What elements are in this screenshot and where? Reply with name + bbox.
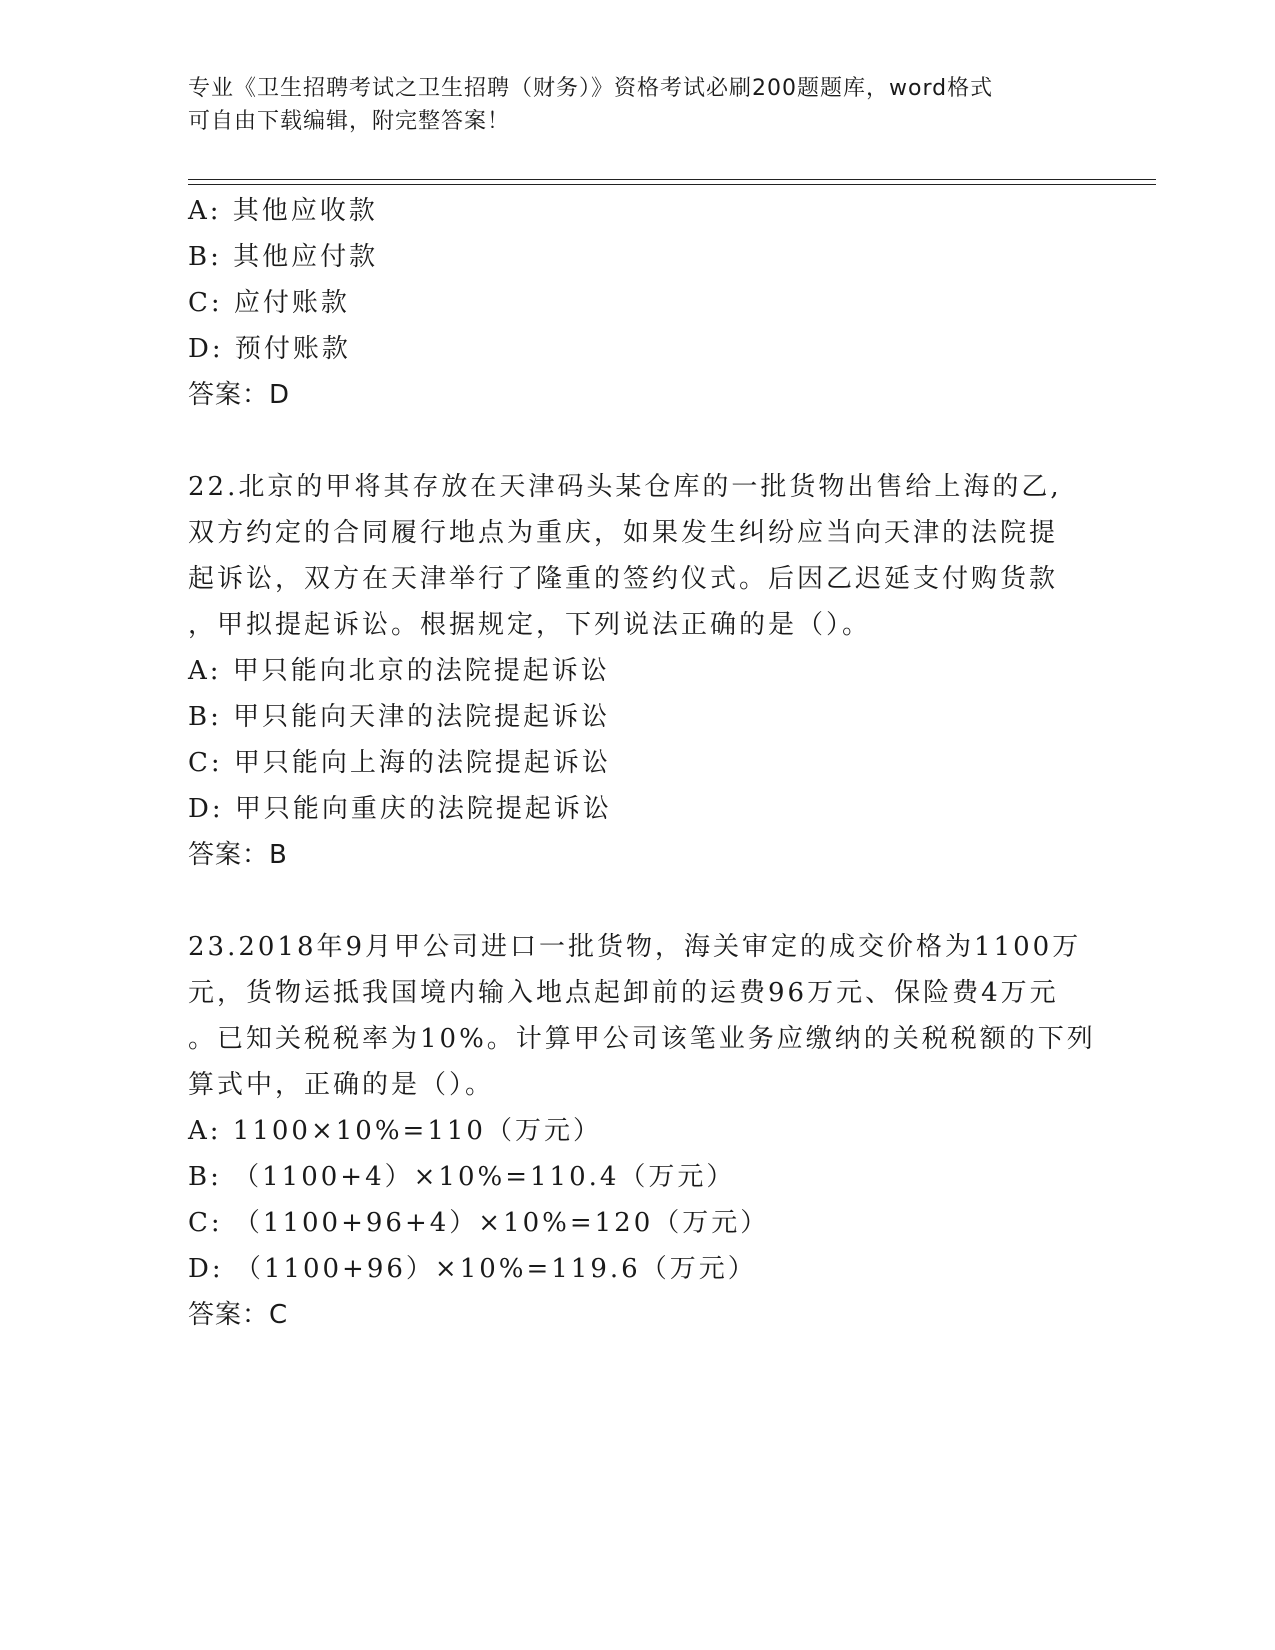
answer: 答案：B (188, 840, 288, 870)
question-stem-line: 起诉讼，双方在天津举行了隆重的签约仪式。后因乙迟延支付购货款 (188, 564, 1059, 594)
question-stem-line: ，甲拟提起诉讼。根据规定，下列说法正确的是（）。 (188, 610, 872, 640)
option-d: D: （1100+96）×10%=119.6（万元） (188, 1254, 757, 1284)
option-a: A: 甲只能向北京的法院提起诉讼 (188, 656, 610, 686)
option-a: A: 1100×10%=110（万元） (188, 1116, 602, 1146)
question-23 (188, 924, 1096, 1338)
question-stem-line: 23.2018年9月甲公司进口一批货物，海关审定的成交价格为1100万 (188, 932, 1082, 962)
spacer (188, 878, 1088, 924)
option-b: B: （1100+4）×10%=110.4（万元） (188, 1162, 736, 1192)
question-stem-line: 元，货物运抵我国境内输入地点起卸前的运费96万元、保险费4万元 (188, 978, 1059, 1008)
answer: 答案：C (188, 1300, 289, 1330)
question-stem-line: 。已知关税税率为10%。计算甲公司该笔业务应缴纳的关税税额的下列 (188, 1024, 1096, 1054)
spacer (188, 418, 1088, 464)
question-stem-line: 双方约定的合同履行地点为重庆，如果发生纠纷应当向天津的法院提 (188, 518, 1059, 548)
option-d: D: 预付账款 (188, 334, 351, 364)
question-list (188, 188, 1096, 1338)
answer: 答案：D (188, 380, 291, 410)
option-c: C: 应付账款 (188, 288, 350, 318)
option-a: A: 其他应收款 (188, 196, 378, 226)
header-line-1: 专业《卫生招聘考试之卫生招聘（财务）》资格考试必刷200题题库，word格式 (188, 76, 994, 101)
option-b: B: 其他应付款 (188, 242, 379, 272)
option-d: D: 甲只能向重庆的法院提起诉讼 (188, 794, 612, 824)
document-header (188, 72, 1068, 138)
question-21 (188, 188, 1088, 418)
header-rule-bottom (188, 184, 1156, 185)
question-stem-line: 22.北京的甲将其存放在天津码头某仓库的一批货物出售给上海的乙, (188, 472, 1062, 502)
header-line-2: 可自由下载编辑，附完整答案！ (188, 109, 511, 134)
option-c: C: （1100+96+4）×10%=120（万元） (188, 1208, 770, 1238)
option-b: B: 甲只能向天津的法院提起诉讼 (188, 702, 611, 732)
option-c: C: 甲只能向上海的法院提起诉讼 (188, 748, 611, 778)
question-22 (188, 464, 1088, 878)
header-rule-top (188, 179, 1156, 180)
question-stem-line: 算式中，正确的是（）。 (188, 1070, 495, 1100)
